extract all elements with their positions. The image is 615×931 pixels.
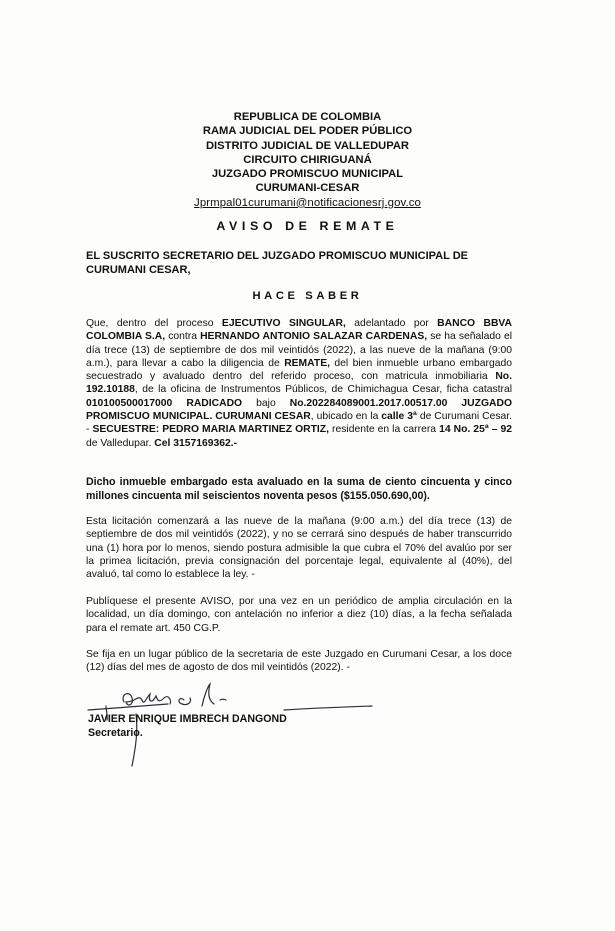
document-title: AVISO DE REMATE [216, 219, 399, 233]
intro-text: EL SUSCRITO SECRETARIO DEL JUZGADO PROMISCUO MUNICIPAL DE CURUMANI CESAR, [86, 250, 468, 276]
header-line: CURUMANI-CESAR [255, 182, 360, 195]
header-line: CIRCUITO CHIRIGUANÁ [243, 153, 372, 166]
email-link[interactable]: Jprmpal01curumani@notificacionesrj.gov.co [194, 196, 421, 209]
hace-saber-heading: HACE SABER [252, 290, 363, 302]
paragraph-valuation: Dicho inmueble embargado esta avaluado en la suma de ciento cincuenta y cinco millones cincuenta mil seiscientos noventa pesos ($155.050.690,00). [86, 476, 512, 502]
paragraph-publication: Publíquese el presente AVISO, por una vez en un periódico de amplia circulación en la localidad, un día domingo, con antelación no inferior a diez (10) días, a la fecha señalada para el remate art. 450 CG.P. [86, 596, 512, 634]
header-line: JUZGADO PROMISCUO MUNICIPAL [211, 168, 404, 181]
header-line: RAMA JUDICIAL DEL PODER PÚBLICO [202, 125, 413, 138]
paragraph-auction-terms: Esta licitación comenzará a las nueve de la mañana (9:00 a.m.) del día trece (13) de septiembre de dos mil veintidós (2022), y no se cerrará sino después de haber transcurrido una (1) hora por lo menos, siendo postura admisible la que cubra el 70% del avalúo por ser la primea licitación, previa consignación del porcentaje legal, equivalente al (40%), del avaluó, tal como lo establece la ley. - [86, 516, 512, 581]
paragraph-process: Que, dentro del proceso EJECUTIVO SINGULAR, adelantado por BANCO BBVA COLOMBIA S.A, contra HERNANDO ANTONIO SALAZAR CARDENAS, se ha señalado el día trece (13) de septiembre de dos mil veintidós (2022), a las nueve de la mañana (9:00 a.m.), para llevar a cabo la diligencia de REMATE, del bien inmueble urbano embargado secuestrado y avaluado dentro del referido proceso, con matricula inmobiliaria No. 192.10188, de la oficina de Instrumentos Públicos, de Chimichagua Cesar, ficha catastral 010100500017000 RADICADO bajo No.202284089001.2017.00517.00 JUZGADO PROMISCUO MUNICIPAL. CURUMANI CESAR, ubicado en la calle 3ª de Curumani Cesar. - SECUESTRE: PEDRO MARIA MARTINEZ ORTIZ, residente en la carrera 14 No. 25ª – 92 de Valledupar. Cel 3157169362.- [86, 318, 513, 449]
header-line: DISTRITO JUDICIAL DE VALLEDUPAR [205, 139, 410, 152]
signatory-name: JAVIER ENRIQUE IMBRECH DANGOND [88, 713, 287, 725]
header-line: REPUBLICA DE COLOMBIA [233, 111, 382, 123]
paragraph-posting: Se fija en un lugar público de la secretaria de este Juzgado en Curumani Cesar, a los doce (12) días del mes de agosto de dos mil veintidós (2022). - [86, 649, 512, 674]
signatory-block [88, 713, 287, 740]
letterhead [0, 110, 615, 210]
signatory-role: Secretario. [88, 726, 143, 739]
